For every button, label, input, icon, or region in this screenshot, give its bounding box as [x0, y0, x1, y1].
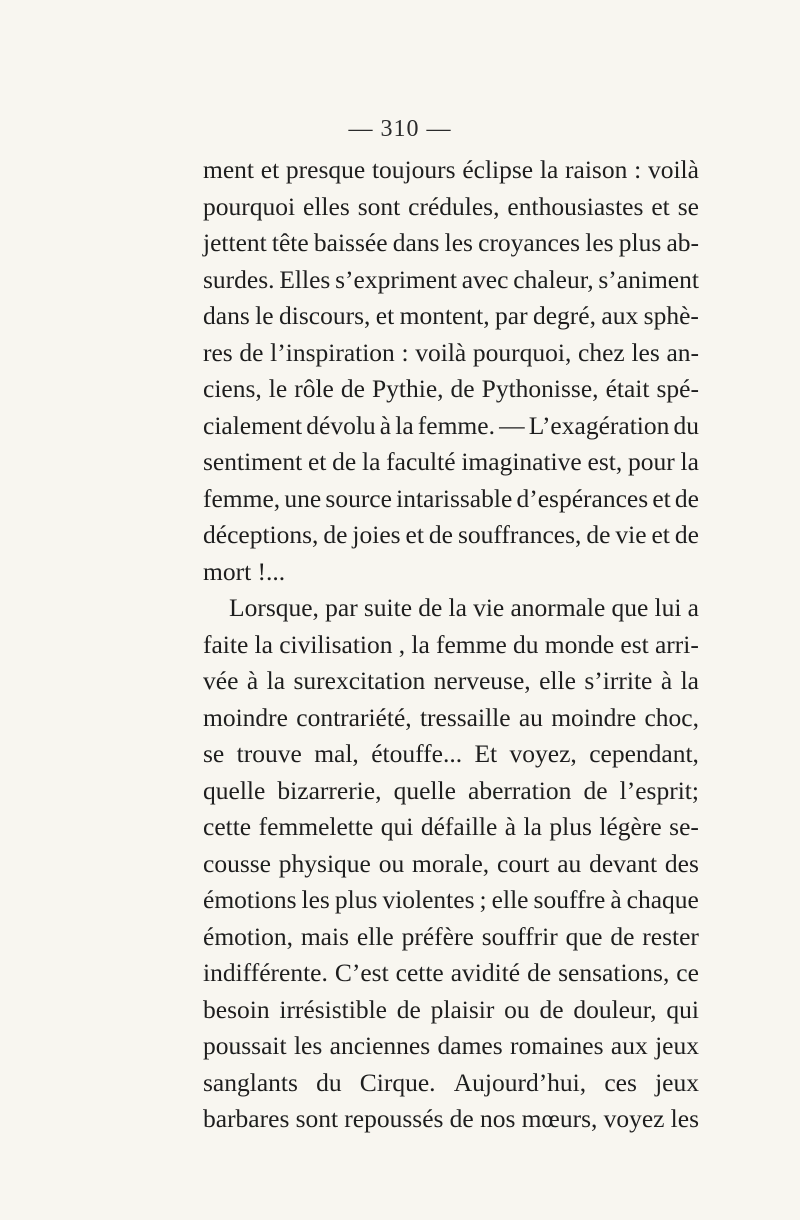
word: voilà	[647, 155, 699, 184]
word: sensations,	[558, 958, 670, 987]
word: C’est	[334, 958, 389, 987]
word: physique	[278, 848, 371, 878]
word: se	[203, 739, 225, 768]
word: cousse	[203, 848, 271, 878]
word: toujours	[371, 155, 456, 184]
word: ces	[604, 1067, 637, 1097]
word: faculté	[386, 447, 456, 476]
word: bizarrerie,	[277, 775, 382, 805]
word: Cirque.	[359, 1067, 436, 1097]
word: cette	[395, 958, 444, 987]
word: croyances	[478, 228, 581, 257]
word: degré,	[532, 301, 596, 330]
word: Elles	[279, 264, 331, 294]
word: cependant,	[589, 739, 699, 768]
word: barbares	[203, 1104, 290, 1133]
word: les	[631, 337, 660, 367]
text-line	[203, 152, 699, 189]
word: arri-	[654, 629, 699, 659]
word: s’irrite	[584, 666, 653, 695]
word: et	[307, 447, 327, 476]
word: moindre	[551, 702, 637, 732]
word: lui	[654, 593, 682, 622]
word: aux	[610, 1031, 648, 1060]
word: court	[497, 848, 550, 878]
word: douleur,	[573, 994, 657, 1024]
word: la	[539, 155, 559, 184]
word: voilà	[415, 337, 467, 367]
word: de	[449, 1104, 474, 1133]
word: baissée	[313, 228, 388, 257]
word: la	[266, 666, 286, 695]
word: par	[325, 593, 358, 622]
word: contrariété,	[296, 702, 412, 732]
word: les	[301, 885, 330, 914]
word: de	[539, 994, 564, 1024]
word: Aujourd’hui,	[453, 1067, 587, 1097]
word: est,	[587, 447, 623, 476]
word: femme	[436, 629, 507, 659]
word: par	[495, 301, 528, 330]
word: étouffe...	[371, 739, 463, 768]
word: de	[332, 447, 357, 476]
text-line	[203, 371, 699, 408]
word: dames	[437, 1031, 503, 1060]
word: déceptions,	[203, 520, 319, 549]
word: faite	[203, 629, 249, 659]
word: enthousiastes	[507, 191, 644, 221]
word: tête	[271, 228, 309, 257]
word: ou	[378, 848, 405, 878]
word: voyez	[603, 1104, 665, 1133]
word: chaque	[626, 885, 699, 914]
word: vée	[203, 666, 239, 695]
text-line	[203, 882, 699, 919]
word: à	[660, 666, 673, 695]
word: l’esprit;	[619, 775, 699, 805]
word: souffrances,	[457, 520, 582, 549]
text-line	[203, 189, 699, 226]
word: sanglants	[203, 1067, 298, 1097]
word: source	[325, 483, 392, 513]
word: intarissable	[396, 483, 513, 513]
word: an-	[666, 337, 699, 367]
word: res	[203, 337, 233, 367]
word: femme,	[203, 483, 281, 513]
word: nos	[479, 1104, 516, 1133]
word: elle	[356, 921, 394, 951]
word: de	[674, 520, 699, 549]
word: émotions	[203, 885, 297, 914]
word: presque	[285, 155, 366, 184]
word: la	[411, 629, 430, 659]
word: plaisir	[430, 994, 495, 1024]
word: les	[670, 1104, 699, 1133]
word: morale,	[412, 848, 490, 878]
word: du	[673, 410, 699, 440]
word: ou	[504, 994, 530, 1024]
word: la	[254, 629, 273, 659]
text-line	[203, 700, 699, 737]
word: de	[674, 483, 699, 513]
word: du	[513, 629, 539, 659]
text-line	[203, 554, 699, 591]
word: s’expriment	[335, 264, 457, 294]
word: indifférente.	[203, 958, 328, 987]
word: de	[239, 337, 264, 367]
word: et	[260, 155, 280, 184]
word: à	[504, 812, 517, 841]
word: vie	[615, 520, 647, 549]
word: devant	[589, 848, 658, 878]
word: et	[405, 520, 424, 549]
text-line	[203, 773, 699, 810]
word: ce	[676, 958, 699, 987]
word: avec	[461, 264, 509, 294]
word: dans	[392, 228, 440, 257]
word: quelle	[203, 775, 266, 805]
word: de	[450, 374, 475, 403]
word: de	[428, 520, 453, 549]
word: rester	[642, 921, 699, 951]
text-line	[203, 736, 699, 773]
word: Lorsque,	[229, 593, 319, 622]
word: la	[395, 410, 414, 440]
word: sont	[357, 191, 401, 221]
word: a	[687, 593, 699, 622]
word: de	[418, 593, 443, 622]
text-line	[203, 298, 699, 335]
word: la	[361, 447, 381, 476]
text-line	[203, 408, 699, 445]
word: avidité	[450, 958, 521, 987]
word: ciens,	[203, 374, 262, 403]
word: se-	[669, 812, 699, 841]
word: repoussés	[344, 1104, 444, 1133]
word: que	[565, 921, 603, 951]
word: et	[375, 301, 395, 330]
word: surexcitation	[293, 666, 426, 695]
word: sphè-	[643, 301, 699, 330]
word: au	[518, 702, 543, 732]
text-line-content: mort !...	[203, 556, 286, 586]
word: moindre	[203, 702, 288, 732]
body-text	[203, 152, 699, 1138]
word: une	[284, 483, 322, 513]
text-line	[203, 663, 699, 700]
word: ment	[203, 155, 254, 184]
word: :	[401, 337, 409, 367]
word: légère	[599, 812, 662, 841]
word: romaines	[510, 1031, 604, 1060]
word: ab-	[666, 228, 699, 257]
text-line	[203, 262, 699, 299]
word: émotion,	[203, 921, 293, 951]
word: d’espérances	[516, 483, 649, 513]
word: tressaille	[419, 702, 511, 732]
text-line	[203, 335, 699, 372]
word: les	[585, 228, 614, 257]
word: est	[620, 629, 649, 659]
text-line	[203, 444, 699, 481]
text-line	[203, 481, 699, 518]
word: était	[605, 374, 650, 403]
word: qui	[666, 994, 699, 1024]
word: se	[677, 191, 699, 221]
word: quelle	[393, 775, 456, 805]
word: surdes.	[203, 264, 275, 294]
word: chaleur,	[513, 264, 594, 294]
word: de	[323, 520, 348, 549]
word: s’animent	[598, 264, 699, 294]
text-line	[203, 846, 699, 883]
word: spé-	[656, 374, 699, 403]
word: et	[652, 483, 671, 513]
text-line	[203, 1065, 699, 1102]
word: de	[527, 958, 552, 987]
word: vie	[473, 593, 505, 622]
word: irrésistible	[279, 994, 387, 1024]
word: nerveuse,	[433, 666, 531, 695]
word: la	[680, 666, 699, 695]
word: jettent	[203, 228, 267, 257]
word: cialement	[203, 410, 303, 440]
word: :	[634, 155, 642, 184]
word: de	[610, 921, 635, 951]
word: femmelette	[258, 812, 374, 841]
word: les	[293, 1031, 323, 1060]
word: —	[499, 410, 525, 440]
word: défaille	[420, 812, 498, 841]
word: Pythonisse,	[481, 374, 599, 403]
word: et	[651, 520, 670, 549]
word: jeux	[655, 1031, 699, 1060]
word: raison	[565, 155, 628, 184]
word: discours,	[279, 301, 371, 330]
text-line	[203, 955, 699, 992]
word: la	[680, 447, 699, 476]
word: aux	[601, 301, 639, 330]
text-line	[203, 1101, 699, 1138]
word: chez	[578, 337, 625, 367]
word: plus	[618, 228, 662, 257]
word: le	[268, 374, 288, 403]
word: sentiment	[203, 447, 303, 476]
word: pour	[627, 447, 675, 476]
word: souffrir	[481, 921, 558, 951]
word: éclipse	[462, 155, 534, 184]
word: Et	[474, 739, 498, 768]
word: montent,	[399, 301, 490, 330]
word: à	[610, 885, 622, 914]
word: anormale	[510, 593, 606, 622]
word: crédules,	[408, 191, 500, 221]
word: joies	[352, 520, 401, 549]
word: du	[316, 1067, 342, 1097]
word: de	[396, 994, 421, 1024]
word: plus	[549, 812, 592, 841]
word: elles	[303, 191, 350, 221]
word: suite	[363, 593, 413, 622]
word: souffre	[533, 885, 606, 914]
word: elle	[539, 666, 576, 695]
word: et	[651, 191, 670, 221]
word: l’inspiration	[270, 337, 395, 367]
word: cette	[203, 812, 252, 841]
word: de	[586, 520, 611, 549]
page-number: — 310 —	[348, 116, 452, 142]
word: aberration	[468, 775, 572, 805]
word: jeux	[655, 1067, 699, 1097]
word: mœurs,	[521, 1104, 598, 1133]
text-line	[203, 919, 699, 956]
word: elle	[491, 885, 529, 914]
word: de	[583, 775, 608, 805]
word: pourquoi,	[472, 337, 572, 367]
word: ;	[479, 885, 487, 914]
text-line	[203, 627, 699, 664]
word: plus	[334, 885, 378, 914]
text-line	[203, 590, 699, 627]
word: que	[611, 593, 649, 622]
word: anciennes	[329, 1031, 431, 1060]
word: sont	[295, 1104, 339, 1133]
text-line	[203, 809, 699, 846]
word: préfère	[401, 921, 474, 951]
word: la	[448, 593, 467, 622]
word: trouve	[236, 739, 302, 768]
word: poussait	[203, 1031, 287, 1060]
word: de	[340, 374, 365, 403]
word: les	[444, 228, 473, 257]
word: L’exagération	[528, 410, 670, 440]
word: violentes	[382, 885, 475, 914]
word: mais	[300, 921, 350, 951]
text-line	[203, 1028, 699, 1065]
word: qui	[380, 812, 414, 841]
word: rôle	[294, 374, 334, 403]
word: femme.	[417, 410, 495, 440]
text-line	[203, 992, 699, 1029]
word: la	[523, 812, 542, 841]
word: au	[557, 848, 582, 878]
word: à	[379, 410, 392, 440]
word: imaginative	[461, 447, 582, 476]
text-line	[203, 225, 699, 262]
word: dévolu	[306, 410, 376, 440]
word: dans	[203, 301, 250, 330]
word: monde	[544, 629, 615, 659]
word: besoin	[203, 994, 270, 1024]
word: pourquoi	[203, 191, 296, 221]
text-line	[203, 517, 699, 554]
word: à	[246, 666, 259, 695]
word: ,	[398, 629, 406, 659]
word: le	[255, 301, 274, 330]
word: civilisation	[279, 629, 393, 659]
word: choc,	[644, 702, 699, 732]
word: Pythie,	[371, 374, 444, 403]
word: voyez,	[509, 739, 577, 768]
word: des	[664, 848, 699, 878]
word: mal,	[314, 739, 359, 768]
